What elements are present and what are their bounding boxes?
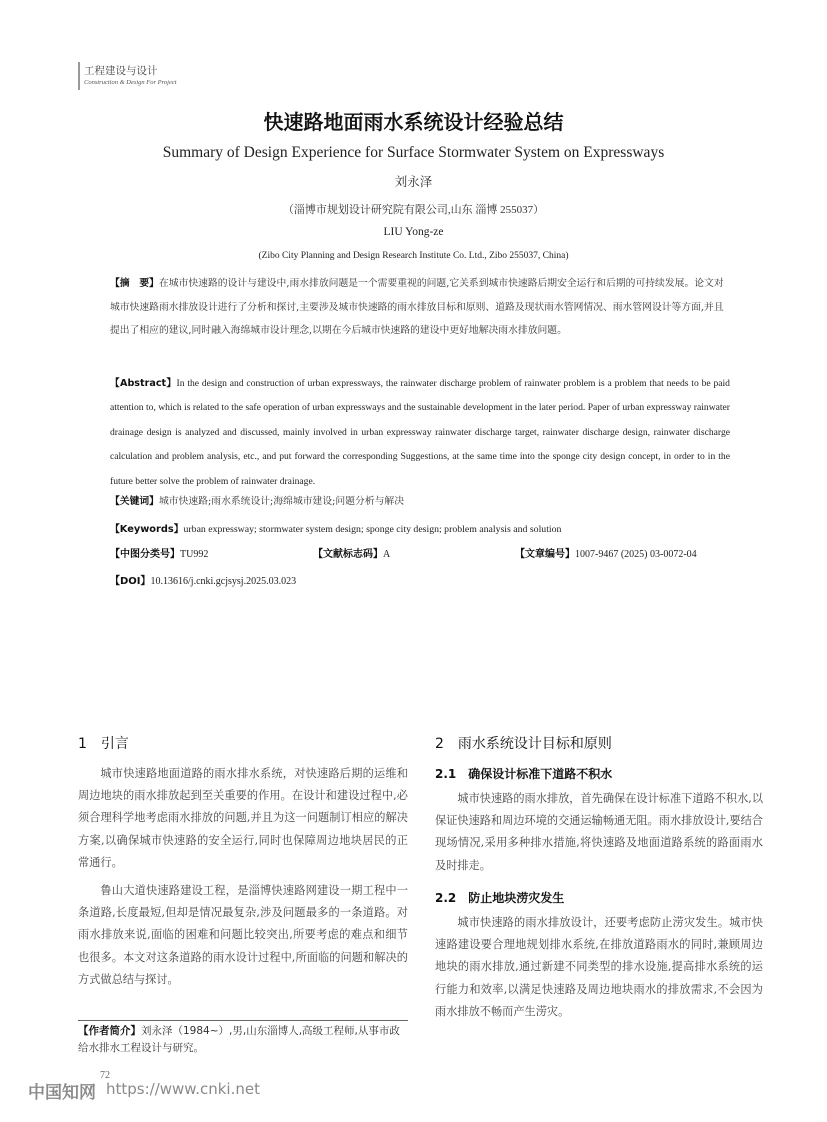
keywords-cn-tag: 【关键词】 (110, 496, 159, 507)
classification-line (110, 545, 730, 563)
doi-tag: 【DOI】 (110, 576, 151, 587)
section2-1-heading: 2.1 确保设计标准下道路不积水 (435, 767, 613, 781)
article-tag: 【文章编号】 (515, 549, 575, 560)
clc-code (110, 545, 208, 560)
keywords-cn-text: 城市快速路;雨水系统设计;海绵城市建设;问题分析与解决 (158, 496, 405, 507)
header-rule (78, 62, 80, 90)
paper-title-en: Summary of Design Experience for Surface Stormwater System on Expressways (162, 144, 665, 161)
doi-value: 10.13616/j.cnki.gcjsysj.2025.03.023 (150, 576, 297, 587)
footnote-text: 刘永泽（1984~）,男,山东淄博人,高级工程师,从事市政给水排水工程设计与研究。 (78, 1025, 400, 1054)
author-name-cn: 刘永泽 (394, 174, 433, 189)
section1-paragraph-1: 城市快速路地面道路的雨水排水系统，对快速路后期的运维和周边地块的雨水排放起到至关重要的作用。在设计和建设过程中,必须合理科学地考虑雨水排放的问题,并且为这一问题制订相应的解决方案,以确保城市快速路的安全运行,同时也保障周边地块居民的正常通行。 (78, 767, 408, 869)
section2-2-text: 城市快速路的雨水排放设计，还要考虑防止涝灾发生。城市快速路建设要合理地规划排水系统,在排放道路雨水的同时,兼顾周边地块的雨水排放,通过新建不同类型的排水设施,提高排水系统的运行能力和效率,以满足快速路及周边地块雨水的排放需求,不会因为雨水排放不畅而产生涝灾。 (435, 916, 763, 1018)
section1-paragraph-2: 鲁山大道快速路建设工程，是淄博快速路网建设一期工程中一条道路,长度最短,但却是情况最复杂,涉及问题最多的一条道路。对雨水排放来说,面临的困难和问题比较突出,所要考虑的难点和细节也很多。本文对这条道路的雨水设计过程中,所面临的问题和解决的方式做总结与探讨。 (78, 884, 408, 986)
article-number (515, 545, 697, 560)
abstract-en-text: In the design and construction of urban expressways, the rainwater discharge problem of rainwater problem is a problem that needs to be paid attention to, which is related to the safe operation of urban expressways and the sustainable development in the later period. Paper of urban expressway rainwater drainage design is analyzed and discussed, mainly involved in urban expressway rainwater discharge target, rainwater discharge design, rainwater discharge calculation and problem analysis, etc., and put forward the corresponding Suggestions, at the same time into the sponge city design concept, in order to in the future better solve the problem of rainwater drainage. (110, 378, 730, 487)
keywords-cn (110, 493, 730, 507)
doc-tag: 【文献标志码】 (313, 549, 383, 560)
abstract-en-tag: 【Abstract】 (110, 378, 177, 389)
journal-name-en: Construction & Design For Project (84, 79, 177, 86)
cnki-url-watermark[interactable]: https://www.cnki.net (106, 1080, 260, 1098)
abstract-en (110, 372, 730, 494)
paper-title-cn: 快速路地面雨水系统设计经验总结 (263, 110, 564, 134)
clc-value: TU992 (180, 549, 209, 560)
article-value: 1007-9467 (2025) 03-0072-04 (575, 549, 697, 560)
section1-heading: 1 引言 (78, 736, 129, 752)
section2-heading: 2 雨水系统设计目标和原则 (435, 736, 612, 752)
author-footnote (78, 1023, 408, 1057)
abstract-cn-tag: 【摘 要】 (110, 278, 159, 289)
abstract-cn (110, 272, 730, 343)
author-name-en: LIU Yong-ze (383, 226, 444, 238)
keywords-en-text: urban expressway; stormwater system design; sponge city design; problem analysis and solution (183, 524, 562, 535)
journal-name-cn: 工程建设与设计 (84, 65, 158, 77)
footnote-rule (78, 1020, 408, 1021)
cnki-watermark: 中国知网 (28, 1083, 96, 1103)
doi-line (110, 572, 296, 587)
section2-2-heading: 2.2 防止地块涝灾发生 (435, 891, 565, 905)
section2-1-text: 城市快速路的雨水排放，首先确保在设计标准下道路不积水,以保证快速路和周边环境的交通运输畅通无阻。雨水排放设计,要结合现场情况,采用多种排水措施,将快速路及地面道路系统的路面雨水及时排走。 (435, 792, 764, 872)
abstract-cn-text: 在城市快速路的设计与建设中,雨水排放问题是一个需要重视的问题,它关系到城市快速路后期安全运行和后期的可持续发展。论文对城市快速路雨水排放设计进行了分析和探讨,主要涉及城市快速路的雨水排放目标和原则、道路及现状雨水管网情况、雨水管网设计等方面,并且提出了相应的建议,同时融入海绵城市设计理念,以期在今后城市快速路的建设中更好地解决雨水排放问题。 (110, 278, 724, 336)
document-code (313, 545, 390, 560)
page-number: 72 (100, 1070, 110, 1081)
keywords-en-tag: 【Keywords】 (110, 524, 184, 535)
affiliation-en: (Zibo City Planning and Design Research Institute Co. Ltd., Zibo 255037, China) (258, 251, 569, 261)
keywords-en (110, 521, 730, 535)
affiliation-cn: （淄博市规划设计研究院有限公司,山东 淄博 255037） (282, 204, 545, 216)
footnote-tag: 【作者简介】 (78, 1025, 141, 1037)
clc-tag: 【中图分类号】 (110, 549, 180, 560)
doc-value: A (383, 549, 391, 560)
